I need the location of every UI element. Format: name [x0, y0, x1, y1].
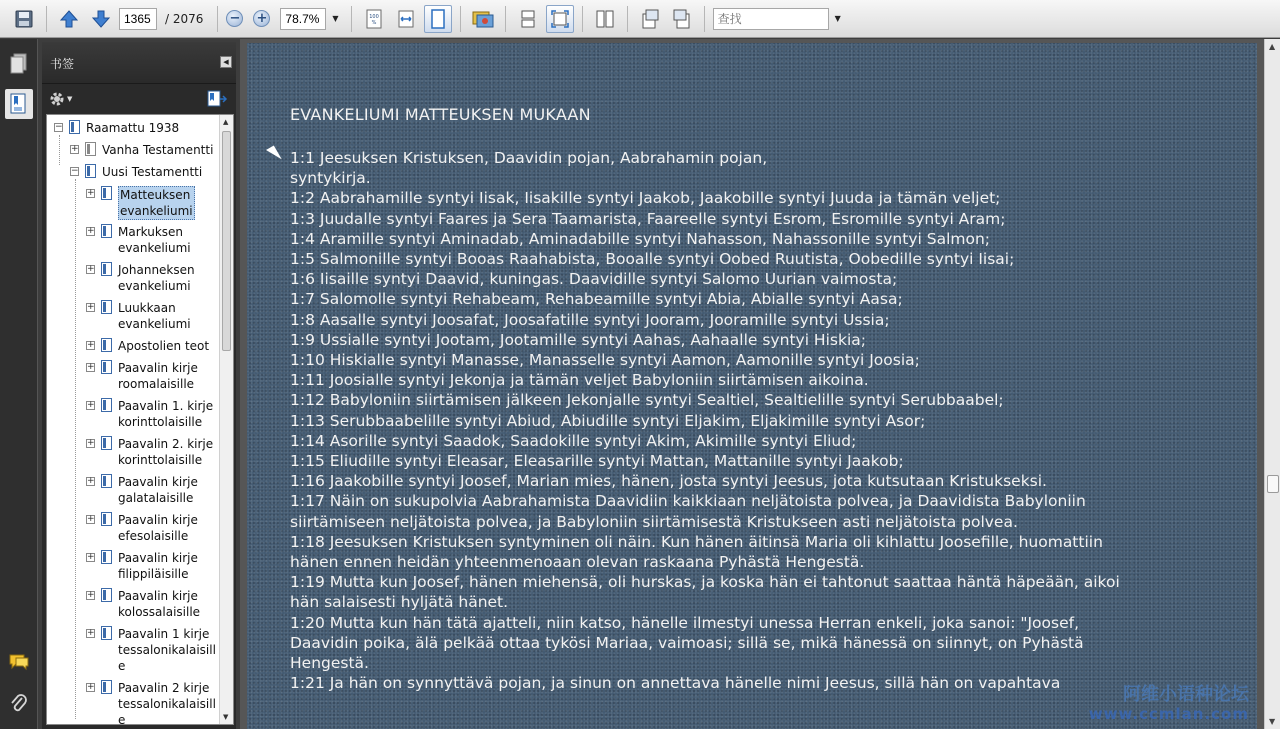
bookmark-icon	[69, 120, 80, 134]
svg-text:%: %	[371, 19, 376, 26]
bookmark-label-line: Paavalin 2. kirje	[118, 437, 214, 451]
bookmark-root[interactable]	[54, 120, 179, 136]
scroll-up-arrow-icon[interactable]: ▲	[223, 118, 229, 126]
expand-toggle-icon[interactable]: +	[87, 552, 95, 562]
two-page-icon	[595, 9, 615, 29]
verse-line: 1:5 Salmonille syntyi Booas Raahabista, Booalle syntyi Oobed Ruutista, Oobedille syntyi Iisai;	[290, 250, 1015, 269]
bookmark-tree[interactable]	[46, 114, 234, 725]
expand-toggle-icon[interactable]: +	[71, 144, 79, 154]
bookmark-label-line: Paavalin 1. kirje	[118, 399, 214, 413]
document-area	[240, 39, 1264, 729]
document-scrollbar[interactable]	[1264, 39, 1280, 729]
bookmark-label	[118, 626, 216, 674]
zoom-level-input[interactable]	[280, 8, 326, 30]
panel-toolbar	[42, 86, 236, 114]
expand-toggle-icon[interactable]: +	[87, 590, 95, 600]
bookmark-label	[118, 262, 195, 294]
verse-line: 1:14 Asorille syntyi Saadok, Saadokille syntyi Akim, Akimille syntyi Eliud;	[290, 431, 857, 450]
verse-line: 1:17 Näin on sukupolvia Aabrahamista Daavidiin kaikkiaan neljätoista polvea, ja Daavidista Babyloniin	[290, 492, 1086, 511]
options-button[interactable]	[48, 90, 72, 108]
bookmark-label-line: e	[118, 659, 126, 673]
bookmark-label-line: evankeliumi	[118, 279, 191, 293]
single-page-icon	[518, 9, 538, 29]
bookmark-label	[118, 360, 198, 392]
scroll-down-arrow-icon[interactable]: ▼	[223, 713, 229, 721]
toolbar	[0, 0, 1280, 38]
rotate-left-button[interactable]	[636, 5, 664, 33]
verse-line: 1:16 Jaakobille syntyi Joosef, Marian mies, hänen, josta syntyi Jeesus, jota kutsutaan Kristukseksi.	[290, 472, 1047, 491]
single-page-view-button[interactable]	[514, 5, 542, 33]
verse-line: 1:9 Ussialle syntyi Jootam, Jootamille syntyi Aahas, Aahaalle syntyi Hiskia;	[290, 330, 866, 349]
search-dropdown-arrow-icon[interactable]: ▼	[834, 14, 841, 23]
zoom-out-button[interactable]	[226, 10, 243, 27]
attachments-panel-button[interactable]	[5, 689, 33, 719]
bookmark-icon	[101, 186, 112, 200]
bookmark-label-line: e	[118, 713, 126, 725]
verse-line: 1:21 Ja hän on synnyttävä pojan, ja sinun on annettava hänelle nimi Jeesus, sillä hän on vapahtava	[290, 674, 1061, 693]
bookmark-label	[118, 398, 213, 430]
bookmark-label-line: evankeliumi	[120, 204, 193, 218]
bookmark-label: Raamattu 1938	[86, 121, 180, 135]
bookmark-item[interactable]	[86, 588, 200, 620]
expand-toggle-icon[interactable]: +	[87, 264, 95, 274]
verse-line: 1:12 Babyloniin siirtämisen jälkeen Jekonjalle syntyi Sealtiel, Sealtielille syntyi Serubbaabel;	[290, 391, 1004, 410]
expand-toggle-icon[interactable]: +	[87, 476, 95, 486]
bookmark-icon	[101, 360, 112, 374]
chapter-heading: EVANKELIUMI MATTEUKSEN MUKAAN	[290, 105, 591, 124]
rotate-right-button[interactable]	[668, 5, 696, 33]
bookmark-label-line: Markuksen	[118, 225, 184, 239]
minus-icon: −	[229, 11, 241, 26]
bookmark-icon	[101, 588, 112, 602]
plus-icon: +	[256, 11, 268, 26]
verse-line: 1:7 Salomolle syntyi Rehabeam, Rehabeamille syntyi Abia, Abialle syntyi Aasa;	[290, 290, 903, 309]
bookmark-label	[118, 550, 198, 582]
bookmark-label-line: Paavalin kirje	[118, 475, 198, 489]
toolbar-separator	[217, 6, 218, 32]
comment-icon	[8, 653, 30, 671]
bookmark-icon	[101, 512, 112, 526]
bookmark-label-line: korinttolaisille	[118, 453, 203, 467]
page-total: / 2076	[165, 11, 204, 26]
actual-size-icon	[364, 9, 384, 29]
options-dropdown-icon: ▼	[67, 95, 73, 103]
bookmark-label-line: Apostolien teot	[118, 339, 210, 353]
verse-line: 1:18 Jeesuksen Kristuksen syntyminen oli näin. Kun hänen äitinsä Maria oli kihlattu Joosefille, huomattiin	[290, 532, 1103, 551]
fit-page-button[interactable]	[424, 5, 452, 33]
new-bookmark-icon	[206, 89, 228, 109]
tree-line	[75, 179, 76, 719]
bookmark-label-line: kolossalaisille	[118, 605, 201, 619]
bookmark-item[interactable]	[86, 474, 198, 506]
collapse-panel-button[interactable]	[220, 56, 232, 68]
toolbar-separator	[704, 6, 705, 32]
toolbar-separator	[582, 6, 583, 32]
bookmark-label: Vanha Testamentti	[102, 143, 214, 157]
bookmark-label-line: korinttolaisille	[118, 415, 203, 429]
verse-line: 1:10 Hiskialle syntyi Manasse, Manasselle syntyi Aamon, Aamonille syntyi Joosia;	[290, 351, 920, 370]
toolbar-separator	[351, 6, 352, 32]
collapse-arrow-icon: ◀	[223, 58, 229, 66]
bookmark-label: Uusi Testamentti	[102, 165, 203, 179]
verse-line: hän salaisesti hyljätä hänet.	[290, 593, 509, 612]
expand-toggle-icon[interactable]: +	[87, 628, 95, 638]
save-icon	[14, 9, 34, 29]
arrow-down-icon	[91, 9, 111, 29]
verse-line: siirtämiseen neljätoista polvea, ja Babyloniin siirtämisestä Kristukseen asti neljätoista polvea.	[290, 512, 1018, 531]
two-page-view-button[interactable]	[591, 5, 619, 33]
verse-line: 1:19 Mutta kun Joosef, hänen miehensä, oli hurskas, ja koska hän ei tahtonut saattaa häntä häpeään, aikoi	[290, 573, 1120, 592]
bookmark-icon	[101, 300, 112, 314]
bookmark-label	[118, 474, 198, 506]
bookmark-label-line: evankeliumi	[118, 317, 191, 331]
watermark-title: 阿维小语种论坛	[1123, 684, 1249, 705]
bookmark-label-line: tessalonikalaisill	[118, 697, 216, 711]
bookmark-item[interactable]	[86, 186, 195, 220]
bookmark-item[interactable]	[86, 224, 191, 256]
bookmark-item[interactable]	[86, 626, 216, 674]
next-page-button[interactable]	[87, 5, 115, 33]
verse-line: 1:3 Juudalle syntyi Faares ja Sera Taamarista, Faareelle syntyi Esrom, Esromille syntyi Aram;	[290, 209, 1006, 228]
bookmark-icon	[101, 550, 112, 564]
bookmark-label	[118, 338, 209, 354]
verse-line: 1:2 Aabrahamille syntyi Iisak, Iisakille syntyi Jaakob, Jaakobille syntyi Juuda ja tämän veljet;	[290, 189, 1001, 208]
toolbar-separator	[460, 6, 461, 32]
document-page	[247, 43, 1257, 729]
verse-line: 1:8 Aasalle syntyi Joosafat, Joosafatille syntyi Jooram, Jooramille syntyi Ussia;	[290, 310, 890, 329]
toolbar-separator	[46, 6, 47, 32]
scroll-down-arrow-icon[interactable]: ▼	[1269, 717, 1276, 726]
search-input[interactable]	[713, 8, 829, 30]
collapse-toggle-icon[interactable]: −	[71, 166, 79, 176]
bookmark-panel-icon	[9, 93, 29, 115]
fit-width-icon	[396, 9, 416, 29]
expand-toggle-icon[interactable]: +	[87, 340, 95, 350]
slideshow-icon	[472, 9, 494, 29]
bookmark-item[interactable]	[86, 398, 213, 430]
expand-toggle-icon[interactable]: +	[87, 362, 95, 372]
bookmark-label-line: Matteuksen	[120, 188, 191, 202]
bookmark-icon	[101, 262, 112, 276]
scroll-thumb[interactable]	[222, 131, 231, 351]
panel-title: 书签	[50, 57, 75, 71]
verse-line: 1:6 Iisaille syntyi Daavid, kuningas. Daavidille syntyi Salomo Uurian vaimosta;	[290, 270, 898, 289]
bookmark-icon	[101, 680, 112, 694]
toolbar-separator	[627, 6, 628, 32]
bookmark-label	[118, 436, 213, 468]
bookmark-label	[118, 588, 200, 620]
toolbar-separator	[505, 6, 506, 32]
bookmark-item[interactable]	[86, 512, 198, 544]
bookmark-label-line: tessalonikalaisill	[118, 643, 216, 657]
paperclip-icon	[10, 693, 28, 715]
bookmark-item[interactable]	[86, 550, 198, 582]
expand-toggle-icon[interactable]: +	[87, 302, 95, 312]
zoom-dropdown-arrow-icon[interactable]: ▼	[332, 14, 339, 23]
verse-text	[290, 148, 1220, 693]
verse-line: syntykirja.	[290, 169, 371, 188]
full-screen-icon	[550, 9, 570, 29]
bookmark-icon	[101, 474, 112, 488]
pages-panel-button[interactable]	[5, 49, 33, 79]
rotate-left-icon	[639, 8, 661, 30]
bookmarks-panel	[42, 42, 236, 729]
bookmark-item[interactable]	[86, 262, 195, 294]
bookmark-label-line: Paavalin kirje	[118, 589, 198, 603]
bookmark-label-line: Paavalin kirje	[118, 513, 198, 527]
bookmark-label	[118, 300, 191, 332]
verse-line: Hengestä.	[290, 654, 369, 673]
page-number-input[interactable]	[119, 8, 157, 30]
comments-panel-button[interactable]	[5, 647, 33, 677]
bookmark-icon	[101, 626, 112, 640]
verse-line: 1:11 Joosialle syntyi Jekonja ja tämän veljet Babyloniin siirtämisen aikoina.	[290, 371, 869, 390]
bookmark-label	[118, 186, 195, 220]
verse-line: hänen ennen heidän yhteenmenoaan olevan raskaana Pyhästä Hengestä.	[290, 553, 865, 572]
bookmark-tree-scrollbar[interactable]	[219, 115, 233, 724]
navigation-rail	[0, 39, 38, 729]
bookmarks-panel-button[interactable]	[5, 89, 33, 119]
bookmark-icon	[101, 398, 112, 412]
gear-icon	[48, 90, 66, 108]
zoom-in-button[interactable]	[253, 10, 270, 27]
bookmark-label-line: Paavalin kirje	[118, 361, 198, 375]
bookmark-label	[118, 680, 216, 725]
expand-toggle-icon[interactable]: +	[87, 682, 95, 692]
fit-width-button[interactable]	[392, 5, 420, 33]
bookmark-old-testament[interactable]	[70, 142, 213, 158]
bookmark-label-line: filippiläisille	[118, 567, 189, 581]
expand-toggle-icon[interactable]: +	[87, 188, 95, 198]
bookmark-label-line: Paavalin 2 kirje	[118, 681, 210, 695]
bookmark-label	[118, 224, 191, 256]
fit-page-icon	[428, 9, 448, 29]
bookmark-new-testament[interactable]	[70, 164, 202, 180]
bookmark-icon	[85, 142, 96, 156]
bookmark-icon	[85, 164, 96, 178]
arrow-up-icon	[59, 9, 79, 29]
bookmark-icon	[101, 436, 112, 450]
verse-line: 1:4 Aramille syntyi Aminadab, Aminadabille syntyi Nahasson, Nahassonille syntyi Salmon;	[290, 229, 990, 248]
verse-line: 1:13 Serubbaabelille syntyi Abiud, Abiudille syntyi Eljakim, Eljakimille syntyi Asor;	[290, 411, 926, 430]
bookmark-label-line: Luukkaan	[118, 301, 176, 315]
bookmark-item[interactable]	[86, 680, 216, 725]
expand-bookmark-button[interactable]	[206, 89, 228, 112]
bookmark-label	[118, 512, 198, 544]
verse-line: Daavidin poika, älä pelkää ottaa tykösi Mariaa, vaimoasi; sillä se, mikä hänessä on siinnyt, on Pyhästä	[290, 633, 1084, 652]
collapse-toggle-icon[interactable]: −	[55, 122, 63, 132]
bookmark-icon	[101, 338, 112, 352]
bookmark-label-line: Paavalin 1 kirje	[118, 627, 210, 641]
expand-toggle-icon[interactable]: +	[87, 514, 95, 524]
scroll-thumb[interactable]	[1267, 475, 1279, 493]
bookmark-item[interactable]	[86, 300, 191, 332]
bookmark-icon	[101, 224, 112, 238]
panel-header	[42, 42, 236, 84]
bookmark-label-line: galatalaisille	[118, 491, 194, 505]
bookmark-label-line: Johanneksen	[118, 263, 195, 277]
bookmark-item[interactable]	[86, 436, 213, 468]
verse-line: 1:15 Eliudille syntyi Eleasar, Eleasarille syntyi Mattan, Mattanille syntyi Jaakob;	[290, 452, 904, 471]
expand-toggle-icon[interactable]: +	[87, 438, 95, 448]
bookmark-label-line: Paavalin kirje	[118, 551, 198, 565]
verse-line: 1:20 Mutta kun hän tätä ajatteli, niin katso, hänelle ilmestyi unessa Herran enkeli, joka sanoi: "Joosef,	[290, 613, 1080, 632]
previous-page-button[interactable]	[55, 5, 83, 33]
rotate-right-icon	[671, 8, 693, 30]
verse-line: 1:1 Jeesuksen Kristuksen, Daavidin pojan, Aabrahamin pojan,	[290, 149, 768, 167]
actual-size-button[interactable]	[360, 5, 388, 33]
expand-toggle-icon[interactable]: +	[87, 400, 95, 410]
full-screen-button[interactable]	[546, 5, 574, 33]
expand-toggle-icon[interactable]: +	[87, 226, 95, 236]
bookmark-label-line: efesolaisille	[118, 529, 189, 543]
pages-icon	[10, 53, 28, 75]
bookmark-label-line: evankeliumi	[118, 241, 191, 255]
slideshow-button[interactable]	[469, 5, 497, 33]
bookmark-item[interactable]	[86, 360, 198, 392]
tree-line	[59, 135, 60, 165]
save-button[interactable]	[10, 5, 38, 33]
bookmark-item[interactable]	[86, 338, 209, 354]
svg-text:100: 100	[368, 13, 379, 20]
bookmark-label-line: roomalaisille	[118, 377, 195, 391]
watermark-url: www.ccmlan.com	[1088, 705, 1249, 723]
scroll-up-arrow-icon[interactable]: ▲	[1269, 42, 1276, 51]
